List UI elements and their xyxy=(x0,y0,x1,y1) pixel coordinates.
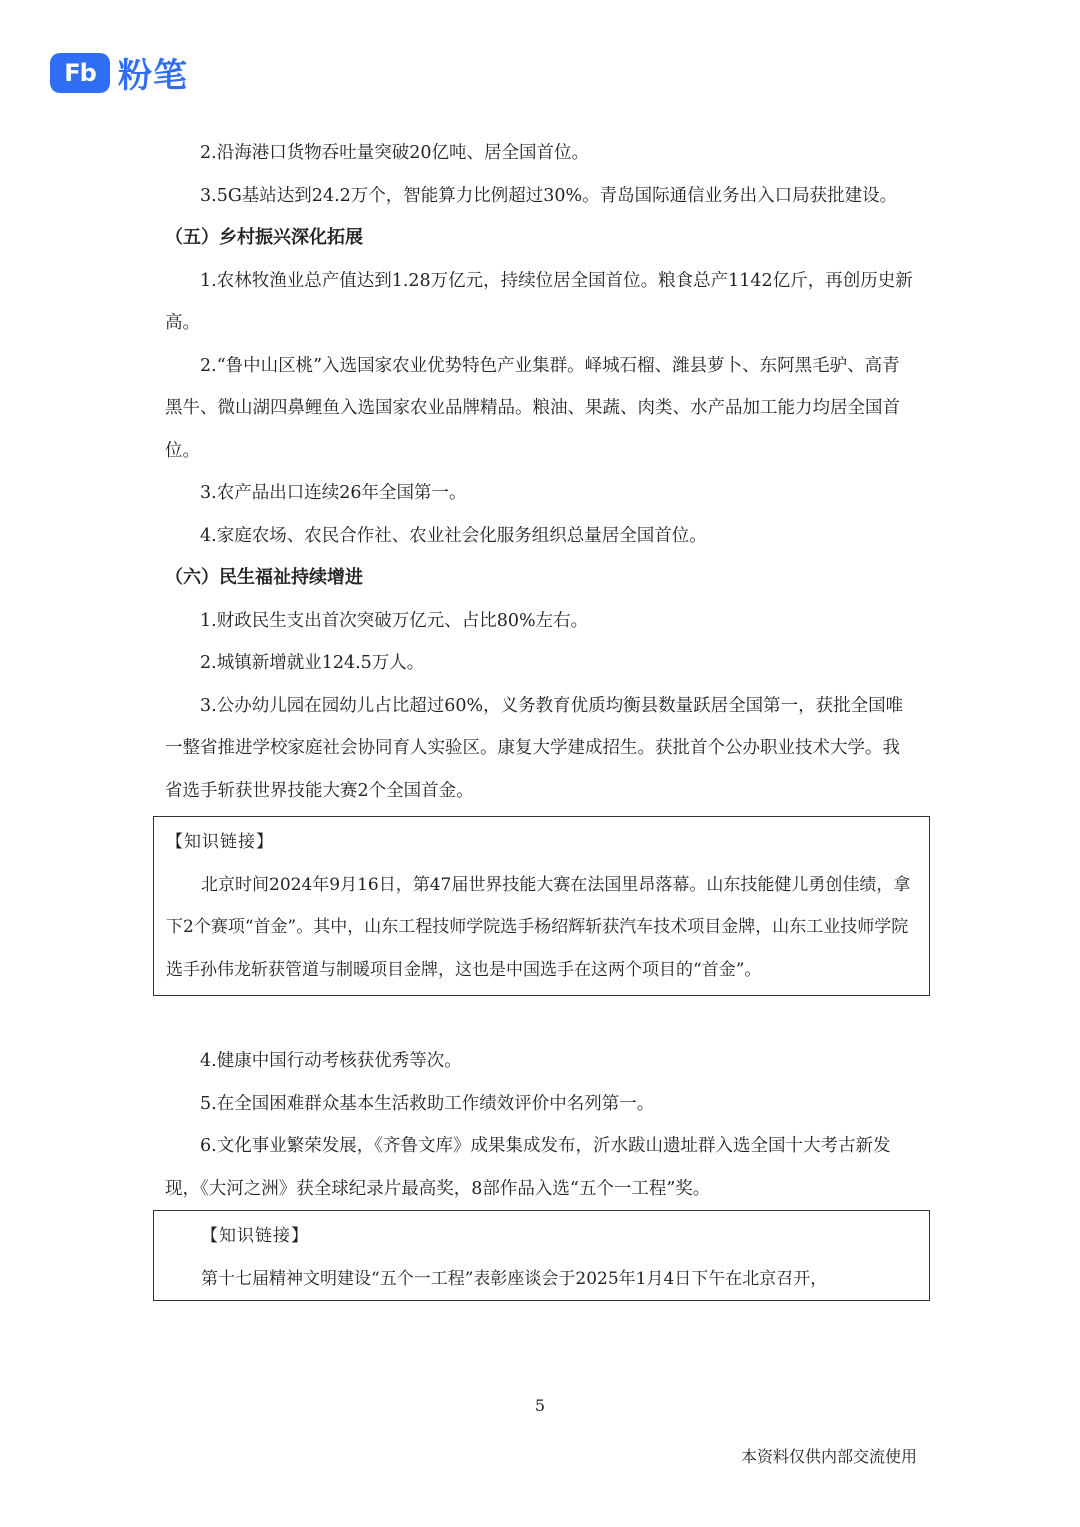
spacer xyxy=(165,996,917,1040)
page-number: 5 xyxy=(534,1396,546,1415)
paragraph: 3.公办幼儿园在园幼儿占比超过60%，义务教育优质均衡县数量跃居全国第一，获批全国唯一整省推进学校家庭社会协同育人实验区。康复大学建成招生。获批首个公办职业技术大学。我省选手斩获世界技能大赛2个全国首金。 xyxy=(165,695,904,801)
brand-name: 粉笔 xyxy=(118,56,188,96)
section-heading: （六）民生福祉持续增进 xyxy=(165,567,363,588)
knowledge-link-box xyxy=(153,1210,930,1301)
paragraph: 2.城镇新增就业124.5万人。 xyxy=(200,653,425,673)
section-heading: （五）乡村振兴深化拓展 xyxy=(165,227,363,248)
brand-mark-icon: Fb xyxy=(50,53,110,93)
knowledge-link-title: 【知识链接】 xyxy=(201,1226,309,1246)
paragraph: 5.在全国困难群众基本生活救助工作绩效评价中名列第一。 xyxy=(200,1093,655,1114)
paragraph: 2.沿海港口货物吞吐量突破20亿吨、居全国首位。 xyxy=(200,143,589,163)
knowledge-link-box xyxy=(153,816,930,996)
paragraph: 2.“鲁中山区桃”入选国家农业优势特色产业集群。峄城石榴、潍县萝卜、东阿黑毛驴、高青黑牛、微山湖四鼻鲤鱼入选国家农业品牌精品。粮油、果蔬、肉类、水产品加工能力均居全国首位。 xyxy=(165,355,900,461)
document-body xyxy=(165,132,917,1301)
brand-logo xyxy=(50,48,188,97)
knowledge-link-text: 北京时间2024年9月16日，第47届世界技能大赛在法国里昂落幕。山东技能健儿勇创佳绩，拿下2个赛项“首金”。其中，山东工程技师学院选手杨绍辉斩获汽车技术项目金牌，山东工业技师学院选手孙伟龙斩获管道与制暖项目金牌，这也是中国选手在这两个项目的“首金”。 xyxy=(166,874,911,980)
knowledge-link-title: 【知识链接】 xyxy=(166,832,274,852)
footer-note: 本资料仅供内部交流使用 xyxy=(740,1447,917,1466)
knowledge-link-text: 第十七届精神文明建设“五个一工程”表彰座谈会于2025年1月4日下午在北京召开， xyxy=(201,1268,828,1289)
paragraph: 3.农产品出口连续26年全国第一。 xyxy=(200,483,467,503)
paragraph: 4.家庭农场、农民合作社、农业社会化服务组织总量居全国首位。 xyxy=(200,525,707,546)
paragraph: 1.财政民生支出首次突破万亿元、占比80%左右。 xyxy=(200,610,589,631)
paragraph: 4.健康中国行动考核获优秀等次。 xyxy=(200,1051,462,1071)
paragraph: 3.5G基站达到24.2万个，智能算力比例超过30%。青岛国际通信业务出入口局获批建设。 xyxy=(200,185,898,206)
paragraph: 1.农林牧渔业总产值达到1.28万亿元，持续位居全国首位。粮食总产1142亿斤，再创历史新高。 xyxy=(165,270,913,333)
paragraph: 6.文化事业繁荣发展，《齐鲁文库》成果集成发布，沂水跋山遗址群入选全国十大考古新发现，《大河之洲》获全球纪录片最高奖，8部作品入选“五个一工程”奖。 xyxy=(165,1136,891,1199)
